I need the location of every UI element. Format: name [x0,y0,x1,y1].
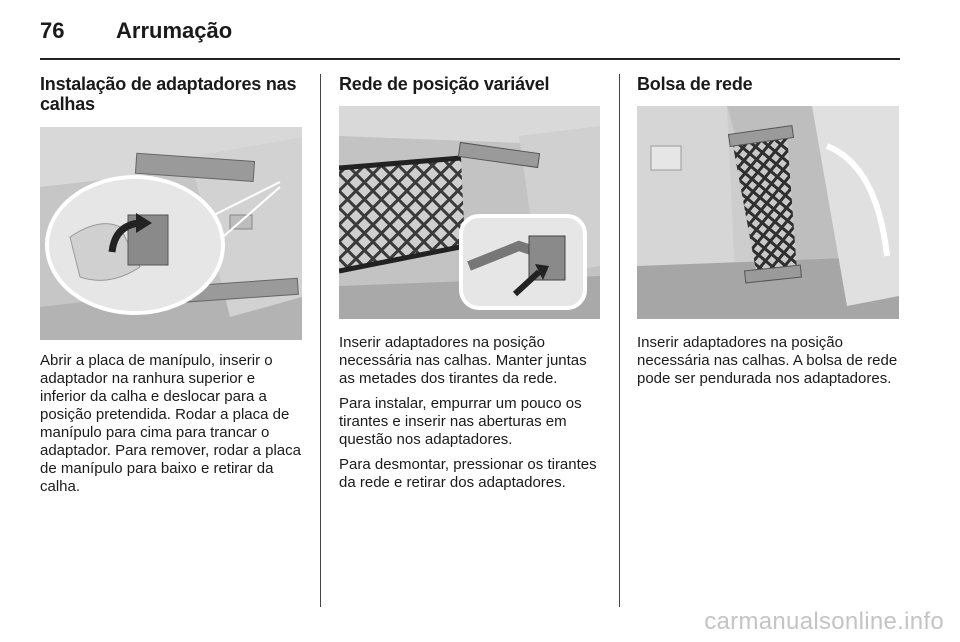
header-rule [40,58,900,60]
illustration-variable-net [339,106,600,319]
page-number: 76 [40,18,65,43]
illustration-rail-adapter [40,127,302,340]
column-divider-2 [619,74,620,607]
section-variable-net-body [339,334,603,499]
section-net-bag-body [637,334,901,395]
body-paragraph: Inserir adaptadores na posição necessária nas calhas. A bolsa de rede pode ser pendurada nos adaptadores. [637,334,898,387]
section-variable-net [339,74,603,94]
section-heading: Instalação de adaptadores nas calhas [40,74,297,114]
section-heading: Bolsa de rede [637,74,753,94]
body-paragraph: Abrir a placa de manípulo, inserir o adaptador na ranhura superior e inferior da calha e deslocar para a posição pretendida. Rodar a placa de manípulo para cima para trancar o adaptador. Para remover, rodar a placa de manípulo para baixo e retirar da calha. [40,352,301,495]
body-paragraph: Para instalar, empurrar um pouco os tirantes e inserir nas aberturas em questão nos adaptadores. [339,395,582,448]
illustration-net-bag [637,106,899,319]
body-paragraph: Para desmontar, pressionar os tirantes da rede e retirar dos adaptadores. [339,456,597,491]
watermark: carmanualsonline.info [704,608,944,635]
section-heading: Rede de posição variável [339,74,550,94]
page-title: Arrumação [116,18,233,43]
section-net-bag [637,74,901,94]
section-rail-adapters [40,74,304,114]
section-rail-adapters-body [40,352,304,503]
column-divider-1 [320,74,321,607]
body-paragraph: Inserir adaptadores na posição necessária nas calhas. Manter juntas as metades dos tirantes da rede. [339,334,587,387]
